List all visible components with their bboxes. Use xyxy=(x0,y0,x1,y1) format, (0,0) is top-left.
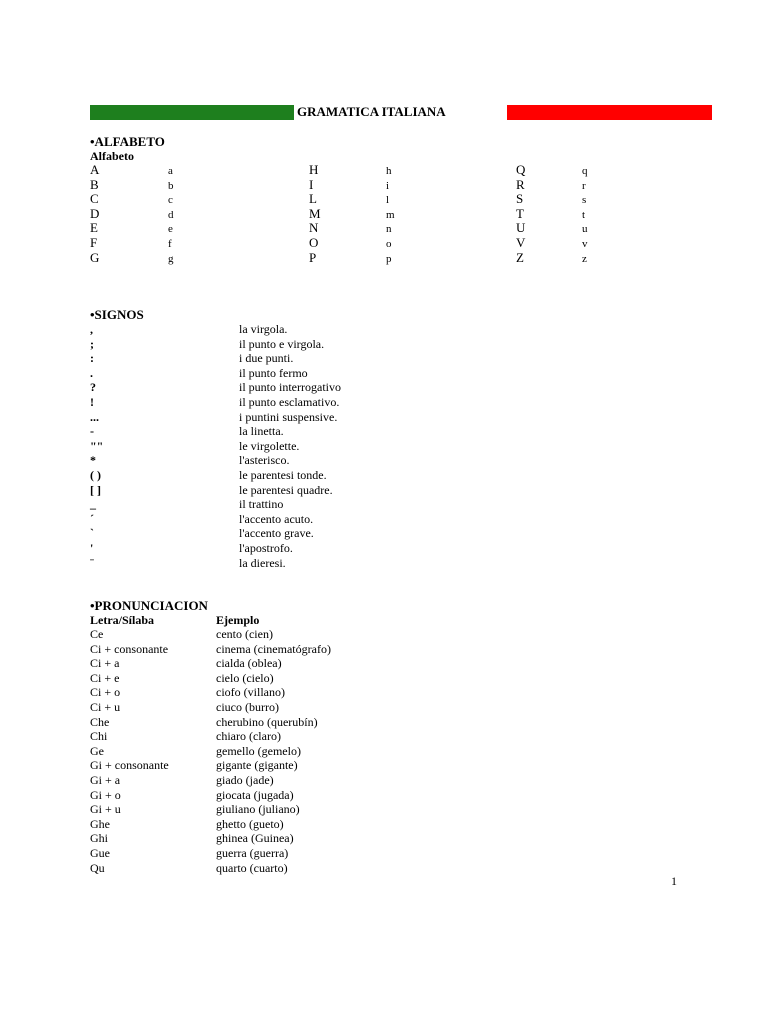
alfabeto-lowercase: u xyxy=(582,223,588,236)
pron-example: cielo (cielo) xyxy=(216,670,274,685)
sign-name: il trattino xyxy=(239,497,284,512)
pron-example: giuliano (juliano) xyxy=(216,802,300,817)
sign-symbol: ; xyxy=(90,336,94,351)
pron-letter: Ge xyxy=(90,743,104,758)
alfabeto-lowercase: a xyxy=(168,165,173,177)
pron-example: ghinea (Guinea) xyxy=(216,831,294,846)
alfabeto-lowercase: f xyxy=(168,238,172,250)
pron-example: cento (cien) xyxy=(216,627,273,641)
alfabeto-uppercase: H xyxy=(309,162,319,177)
alfabeto-uppercase: I xyxy=(309,176,314,192)
pron-letter: Gi + u xyxy=(90,802,121,817)
alfabeto-uppercase: E xyxy=(90,220,98,236)
alfabeto-uppercase: V xyxy=(516,235,526,250)
pron-example: quarto (cuarto) xyxy=(216,860,288,875)
alfabeto-lowercase: o xyxy=(386,238,392,250)
sign-symbol: ! xyxy=(90,395,94,409)
pron-letter: Ci + a xyxy=(90,656,120,671)
pron-example: ciuco (burro) xyxy=(216,700,279,714)
alfabeto-uppercase: U xyxy=(516,220,526,236)
alfabeto-lowercase: l xyxy=(386,194,390,207)
alfabeto-lowercase: p xyxy=(386,252,392,265)
alfabeto-uppercase: L xyxy=(309,191,317,207)
pron-letter: Gi + o xyxy=(90,787,121,802)
alfabeto-uppercase: D xyxy=(90,205,100,221)
pron-example: gemello (gemelo) xyxy=(216,743,301,758)
pron-example: chiaro (claro) xyxy=(216,729,281,744)
sign-symbol: . xyxy=(90,365,93,380)
sign-name: i puntini suspensive. xyxy=(239,409,338,424)
page-number: 1 xyxy=(671,874,677,888)
pron-example: ciofo (villano) xyxy=(216,685,285,700)
pron-example: ghetto (gueto) xyxy=(216,816,284,831)
page-title: GRAMATICA ITALIANA xyxy=(297,104,446,119)
sign-symbol: * xyxy=(90,453,96,468)
alfabeto-lowercase: s xyxy=(582,194,587,207)
sign-name: il punto esclamativo. xyxy=(239,395,340,409)
alfabeto-uppercase: A xyxy=(90,162,100,177)
pron-example: giocata (jugada) xyxy=(216,787,294,802)
sign-name: l'asterisco. xyxy=(239,453,290,468)
sign-symbol: - xyxy=(90,424,94,439)
pronunciacion-heading: •PRONUNCIACION xyxy=(90,598,208,613)
sign-name: la virgola. xyxy=(239,322,288,336)
sign-name: le parentesi tonde. xyxy=(239,468,327,482)
alfabeto-lowercase: c xyxy=(168,194,173,207)
alfabeto-uppercase: N xyxy=(309,220,319,236)
pron-letter: Ci + e xyxy=(90,670,120,685)
alfabeto-uppercase: Q xyxy=(516,162,526,177)
pron-letter: Che xyxy=(90,714,110,729)
pron-letter: Gi + a xyxy=(90,773,121,787)
alfabeto-uppercase: B xyxy=(90,176,99,192)
signos-heading: •SIGNOS xyxy=(90,307,144,322)
alfabeto-uppercase: R xyxy=(516,176,525,192)
pron-letter: Chi xyxy=(90,729,108,744)
alfabeto-uppercase: Z xyxy=(516,249,524,265)
alfabeto-lowercase: v xyxy=(582,238,588,250)
sign-name: l'apostrofo. xyxy=(239,541,293,555)
pron-example: gigante (gigante) xyxy=(216,758,298,773)
sign-name: le parentesi quadre. xyxy=(239,482,333,497)
pron-letter: Gi + consonante xyxy=(90,758,169,773)
pron-example: cherubino (querubín) xyxy=(216,714,318,729)
pron-letter: Ci + o xyxy=(90,685,121,700)
sign-name: i due punti. xyxy=(239,351,294,366)
sign-symbol: : xyxy=(90,351,94,366)
red-band xyxy=(507,105,712,120)
alfabeto-subheading: Alfabeto xyxy=(90,149,134,163)
sign-symbol: ` xyxy=(90,526,94,541)
sign-symbol: ´ xyxy=(90,511,94,526)
sign-name: l'accento grave. xyxy=(239,526,314,541)
alfabeto-uppercase: S xyxy=(516,191,524,207)
col-header-ejemplo: Ejemplo xyxy=(216,613,260,627)
alfabeto-uppercase: G xyxy=(90,249,100,265)
sign-symbol: ( ) xyxy=(90,468,101,482)
alfabeto-lowercase: i xyxy=(386,179,390,192)
sign-name: le virgolette. xyxy=(239,438,300,453)
pron-letter: Ghi xyxy=(90,831,108,846)
alfabeto-uppercase: M xyxy=(309,205,321,221)
alfabeto-lowercase: r xyxy=(582,179,586,192)
alfabeto-uppercase: C xyxy=(90,191,99,207)
col-header-letra: Letra/Sílaba xyxy=(90,613,155,627)
alfabeto-lowercase: z xyxy=(582,252,587,265)
sign-symbol: _ xyxy=(90,497,96,512)
alfabeto-uppercase: F xyxy=(90,235,98,250)
alfabeto-lowercase: d xyxy=(168,208,174,221)
alfabeto-lowercase: b xyxy=(168,179,174,192)
pron-letter: Ce xyxy=(90,627,104,641)
alfabeto-lowercase: n xyxy=(386,223,392,236)
alfabeto-lowercase: q xyxy=(582,165,588,177)
pron-letter: Gue xyxy=(90,846,110,860)
sign-symbol: ? xyxy=(90,380,96,395)
sign-name: l'accento acuto. xyxy=(239,511,314,526)
alfabeto-lowercase: m xyxy=(386,208,395,221)
pron-letter: Ghe xyxy=(90,816,110,831)
sign-symbol: ... xyxy=(90,409,99,424)
green-band xyxy=(90,105,294,120)
pron-example: cialda (oblea) xyxy=(216,656,282,671)
sign-name: la dieresi. xyxy=(239,555,286,570)
sign-name: il punto e virgola. xyxy=(239,336,325,351)
alfabeto-lowercase: e xyxy=(168,223,173,236)
sign-symbol: [ ] xyxy=(90,482,101,497)
sign-name: il punto interrogativo xyxy=(239,380,341,395)
alfabeto-lowercase: t xyxy=(582,208,586,221)
alfabeto-uppercase: P xyxy=(309,249,317,265)
sign-name: la linetta. xyxy=(239,424,284,439)
pron-example: cinema (cinematógrafo) xyxy=(216,641,331,656)
sign-symbol: "" xyxy=(90,438,104,453)
sign-symbol: ¨ xyxy=(90,555,94,570)
sign-name: il punto fermo xyxy=(239,365,308,380)
alfabeto-uppercase: O xyxy=(309,235,319,250)
sign-symbol: , xyxy=(90,322,93,336)
pron-letter: Qu xyxy=(90,860,105,875)
alfabeto-heading: •ALFABETO xyxy=(90,134,165,149)
pron-letter: Ci + consonante xyxy=(90,641,169,656)
sign-symbol: ' xyxy=(90,541,94,555)
alfabeto-lowercase: h xyxy=(386,165,392,177)
alfabeto-uppercase: T xyxy=(516,205,524,221)
pron-example: giado (jade) xyxy=(216,773,274,787)
pron-example: guerra (guerra) xyxy=(216,846,289,860)
alfabeto-lowercase: g xyxy=(168,252,174,265)
pron-letter: Ci + u xyxy=(90,700,121,714)
